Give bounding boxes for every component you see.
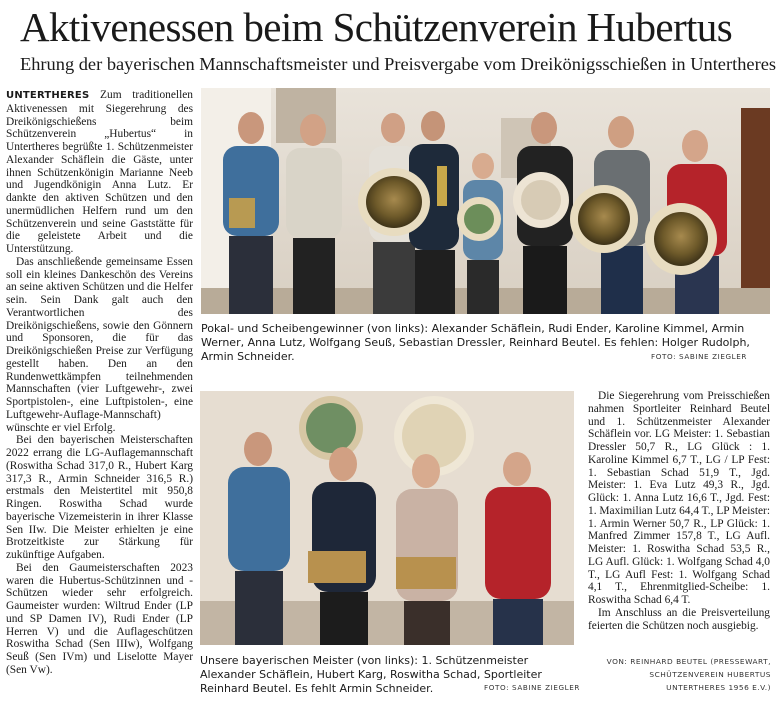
paragraph: Im Anschluss an die Preisverteilung feierten die Schützen noch ausgiebig. [588,606,770,632]
photo-prize-winners [201,88,770,314]
paragraph: Die Siegerehrung vom Preisschießen nahmen Sportleiter Reinhard Beutel und 1. Schützenmeister Alexander Schäflein vor. LG Meister: 1. Sebastian Dressler 50,7 R., LG Glück : 1. Karoline Kimmel 6,7 T., LG / LP Fest: 1. Sebastian Schad 51,9 T., Jgd. Meister: 1. Eva Lutz 49,3 R., Jgd. Glück: 1. Anna Lutz 16,6 T., Jgd. Fest: 1. Maximilian Lutz 64,4 T., LP Meister: 1. Armin Werner 50,7 R., LP Glück: 1. Manfred Zimmer 157,8 T., LG Aufl. Meister: 1. Roswitha Schad 53,5 R., LG Aufl. Glück: 1. Wolfgang Schad 4,0 T., LG Aufl Fest: 1. Wolfgang Schad 4,1 T., Ehrenmitglied-Scheibe: 1. Roswitha Schad 6,4 T. [588,390,771,606]
article-headline: Aktivenessen beim Schützenverein Hubertus [20,4,733,50]
paragraph: Bei den Gaumeisterschaften 2023 waren die Hubertus-Schützinnen und -Schützen wieder sehr erfolgreich. Gaumeister wurden: Wiltrud Ender (LP und SP Damen IV), Rudi Ender (LP Herren V) und die Auflageschützen Roswitha Schad (Sen IIIw), Wolfgang Seuß (Sen IVm) und Liselotte Mayer (Sen Vw). [6,561,193,676]
author-byline [586,655,771,694]
text-column-left [6,89,193,677]
paragraph: Das anschließende gemeinsame Essen soll ein kleines Dankeschön des Vereins an seine aktiven Schützen und die Helfer sein. Sein Dank galt auch den Verantwortlichen des Dreikönigschießens, sowie den Gönnern und Sponsoren, die für das Dreikönigschießen Preise zur Verfügung gestellt haben. Den an den Rundenwettkämpfen teilnehmenden Mannschaften (vier Luftgewehr-, zwei Sportpistolen-, eine Luftpistolen-, eine Luftgewehr-Auflage-Mannschaft) wünschte er viel Erfolg. [6,255,193,434]
author-line: VON: REINHARD BEUTEL (PRESSEWART, [606,657,771,666]
photo-bavarian-champions [200,391,574,645]
text-column-right [588,390,770,632]
photo-credit: FOTO: SABINE ZIEGLER [651,352,747,361]
author-line: UNTERTHERES 1956 E.V.) [666,683,771,692]
dateline: UNTERTHERES [6,90,90,101]
photo-caption: Pokal- und Scheibengewinner (von links): Alexander Schäflein, Rudi Ender, Karoline Kimmel, Armin Werner, Anna Lutz, Wolfgang Seuß, Sebastian Dressler, Reinhard Beutel. Es fehlen: Holger Rudolph, Armin Schneider. [201,322,750,363]
photo-caption: Unsere bayerischen Meister (von links): 1. Schützenmeister Alexander Schäflein, Hubert Karg, Roswitha Schad, Sportleiter Reinhard Beutel. Es fehlt Armin Schneider. [200,654,542,695]
author-line: SCHÜTZENVEREIN HUBERTUS [649,670,771,679]
photo-credit: FOTO: SABINE ZIEGLER [484,683,580,692]
paragraph: UNTERTHERES Zum traditionellen Aktivenessen mit Siegerehrung des Dreikönigschießens beim Schützenverein „Hubertus“ in Untertheres begrüßte 1. Schützenmeister Alexander Schäflein die Gäste, unter ihnen Schützenkönigin Marianne Neeb und Jugendkönigin Anna Lutz. Er dankte den aktiven Schützen und den unermüdlichen Helfern rund um den Schützenverein und seine Gaststätte für die geleistete Arbeit und die Unterstützung. [6,89,193,255]
paragraph: Bei den bayerischen Meisterschaften 2022 errang die LG-Auflagemannschaft (Roswitha Schad 317,0 R., Hubert Karg 317,3 R., Armin Schneider 316,5 R.) erstmals den Meistertitel mit 950,8 Ringen. Roswitha Schad wurde bayerische Vizemeisterin in ihrer Klasse Sen IIw. Die Meister erhielten je eine Brotzeitkiste zur Stärkung für zukünftige Aufgaben. [6,434,193,561]
article-subheadline: Ehrung der bayerischen Mannschaftsmeister und Preisvergabe vom Dreikönigsschießen in Untertheres [20,54,777,74]
